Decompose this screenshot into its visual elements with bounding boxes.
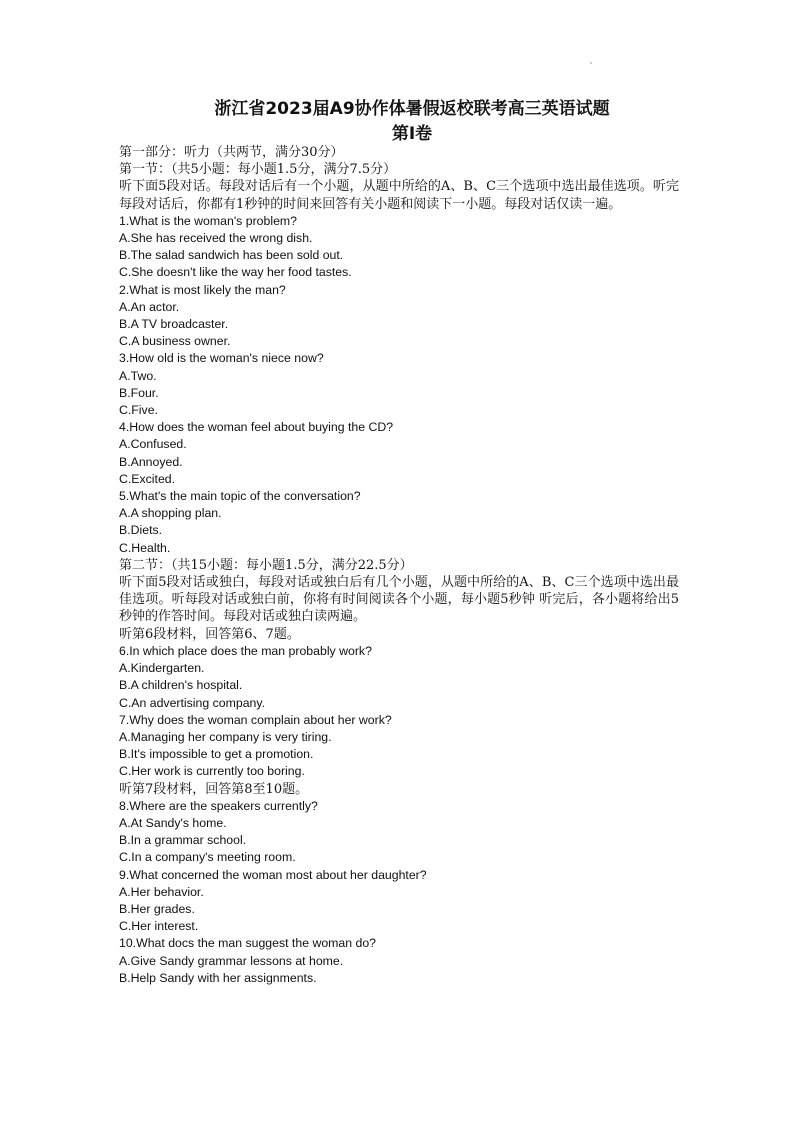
section1-heading: 第一节：（共5小题：每小题1.5分，满分7.5分） — [119, 162, 397, 178]
question-text: 8.Where are the speakers currently? — [119, 798, 318, 813]
answer-option: C.An advertising company. — [119, 695, 266, 710]
answer-option: B.Help Sandy with her assignments. — [119, 970, 317, 985]
section1-question-list — [119, 213, 679, 557]
question-text: 6.In which place does the man probably work? — [119, 643, 372, 658]
exam-subtitle: 第I卷 — [391, 124, 433, 144]
answer-option: B.A children's hospital. — [119, 678, 243, 693]
answer-option: B.A TV broadcaster. — [119, 317, 229, 332]
section1-instructions: 听下面5段对话。每段对话后有一个小题，从题中所给的A、B、C三个选项中选出最佳选项。听完每段对话后，你都有1秒钟的时间来回答有关小题和阅读下一小题。每段对话仅读一遍。 — [119, 179, 679, 212]
answer-option: A.Give Sandy grammar lessons at home. — [119, 953, 344, 968]
answer-option: A.At Sandy's home. — [119, 815, 227, 830]
answer-option: C.Her work is currently too boring. — [119, 764, 305, 779]
answer-option: A.An actor. — [119, 299, 180, 314]
answer-option: B.In a grammar school. — [119, 833, 247, 848]
material6-question-list — [119, 643, 679, 781]
scan-speck — [590, 62, 592, 64]
answer-option: B.Diets. — [119, 523, 163, 538]
question-text: 4.How does the woman feel about buying the CD? — [119, 420, 394, 435]
part1-heading: 第一部分：听力（共两节，满分30分） — [119, 145, 344, 160]
exam-title: 浙江省2023届A9协作体暑假返校联考高三英语试题 — [214, 99, 610, 119]
answer-option: A.Her behavior. — [119, 884, 204, 899]
answer-option: A.Managing her company is very tiring. — [119, 729, 332, 744]
question-text: 3.How old is the woman's niece now? — [119, 351, 324, 366]
answer-option: B.Annoyed. — [119, 454, 183, 469]
answer-option: A.Kindergarten. — [119, 661, 205, 676]
answer-option: B.The salad sandwich has been sold out. — [119, 248, 344, 263]
question-text: 1.What is the woman's problem? — [119, 213, 297, 228]
exam-content — [119, 144, 679, 987]
answer-option: C.Health. — [119, 540, 171, 555]
title-block — [0, 97, 794, 147]
question-text: 10.What docs the man suggest the woman do? — [119, 936, 377, 951]
answer-option: C.Excited. — [119, 471, 176, 486]
answer-option: A.Two. — [119, 368, 157, 383]
material7-question-list — [119, 798, 679, 987]
answer-option: B.It's impossible to get a promotion. — [119, 747, 314, 762]
answer-option: C.Her interest. — [119, 919, 199, 934]
question-text: 5.What's the main topic of the conversation? — [119, 489, 361, 504]
material7-heading: 听第7段材料，回答第8至10题。 — [119, 781, 309, 797]
question-text: 2.What is most likely the man? — [119, 282, 286, 297]
answer-option: C.She doesn't like the way her food tastes. — [119, 265, 352, 280]
answer-option: A.A shopping plan. — [119, 506, 222, 521]
answer-option: C.Five. — [119, 403, 158, 418]
answer-option: C.In a company's meeting room. — [119, 850, 296, 865]
answer-option: B.Her grades. — [119, 901, 195, 916]
material6-heading: 听第6段材料，回答第6、7题。 — [119, 626, 300, 642]
section2-heading: 第二节：（共15小题：每小题1.5分，满分22.5分） — [119, 557, 413, 573]
question-text: 7.Why does the woman complain about her work? — [119, 712, 392, 727]
answer-option: A.Confused. — [119, 437, 187, 452]
answer-option: C.A business owner. — [119, 334, 231, 349]
answer-option: A.She has received the wrong dish. — [119, 231, 313, 246]
question-text: 9.What concerned the woman most about her daughter? — [119, 867, 427, 882]
section2-instructions: 听下面5段对话或独白，每段对话或独白后有几个小题，从题中所给的A、B、C三个选项中选出最佳选项。听每段对话或独白前，你将有时间阅读各个小题，每小题5秒钟 听完后，各小题将给出5秒钟的作答时间。每段对话或独白读两遍。 — [119, 575, 679, 625]
answer-option: B.Four. — [119, 385, 159, 400]
